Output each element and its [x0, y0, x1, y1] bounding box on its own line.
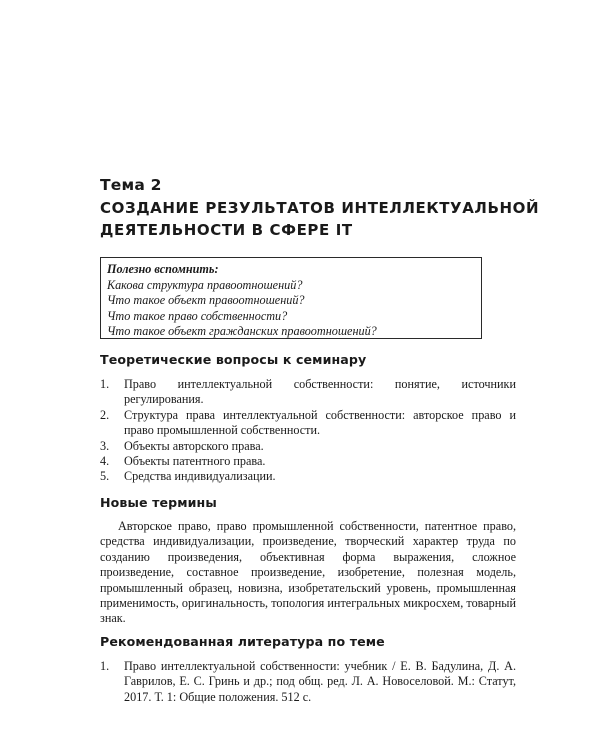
remember-question: Что такое объект гражданских правоотношений?	[107, 324, 377, 339]
topic-title	[100, 197, 540, 241]
new-terms-heading: Новые термины	[100, 495, 217, 510]
list-item-text: Средства индивидуализации.	[124, 469, 276, 484]
new-terms-text: Авторское право, право промышленной собственности, патентное право, средства индивидуализации, произведение, творческий характер труда по созданию произведения, объективная форма выражения, сложное произведение, составное произведение, изобретение, полезная модель, промышленный образец, новизна, изобретательский уровень, промышленная применимость, оригинальность, топология интегральных микросхем, товарный знак.	[100, 519, 516, 626]
remember-question: Какова структура правоотношений?	[107, 277, 303, 292]
remember-question: Что такое объект правоотношений?	[107, 293, 305, 308]
list-item	[100, 659, 516, 705]
list-item-number: 4.	[100, 454, 110, 469]
literature-list	[100, 659, 516, 705]
list-item	[100, 408, 516, 439]
list-item-text: Право интеллектуальной собственности: учебник / Е. В. Бадулина, Д. А. Гаврилов, Е. С. Гринь и др.; под общ. ред. Л. А. Новоселовой. М.: Статут, 2017. Т. 1: Общие положения. 512 с.	[124, 659, 516, 704]
list-item	[100, 439, 516, 454]
list-item-text: Структура права интеллектуальной собственности: авторское право и право промышленной собственности.	[124, 407, 516, 438]
list-item-number: 3.	[100, 438, 110, 453]
remember-heading: Полезно вспомнить:	[107, 262, 219, 276]
topic-label: Тема 2	[100, 176, 162, 194]
remember-box	[100, 257, 482, 339]
list-item-number: 1.	[100, 377, 110, 391]
topic-title-line: ДЕЯТЕЛЬНОСТИ В СФЕРЕ IT	[100, 221, 353, 239]
list-item-number: 2.	[100, 407, 110, 422]
theory-list	[100, 377, 516, 485]
list-item-number: 5.	[100, 469, 110, 484]
list-item-text: Объекты патентного права.	[124, 454, 266, 469]
remember-question: Что такое право собственности?	[107, 308, 288, 323]
list-item	[100, 469, 516, 484]
topic-title-line: СОЗДАНИЕ РЕЗУЛЬТАТОВ ИНТЕЛЛЕКТУАЛЬНОЙ	[100, 199, 540, 217]
list-item	[100, 454, 516, 469]
list-item	[100, 377, 516, 408]
list-item-number: 1.	[100, 659, 110, 673]
list-item-text: Объекты авторского права.	[124, 438, 264, 453]
list-item-text: Право интеллектуальной собственности: понятие, источники регулирования.	[124, 377, 516, 407]
literature-heading: Рекомендованная литература по теме	[100, 634, 385, 649]
theory-heading: Теоретические вопросы к семинару	[100, 352, 367, 367]
